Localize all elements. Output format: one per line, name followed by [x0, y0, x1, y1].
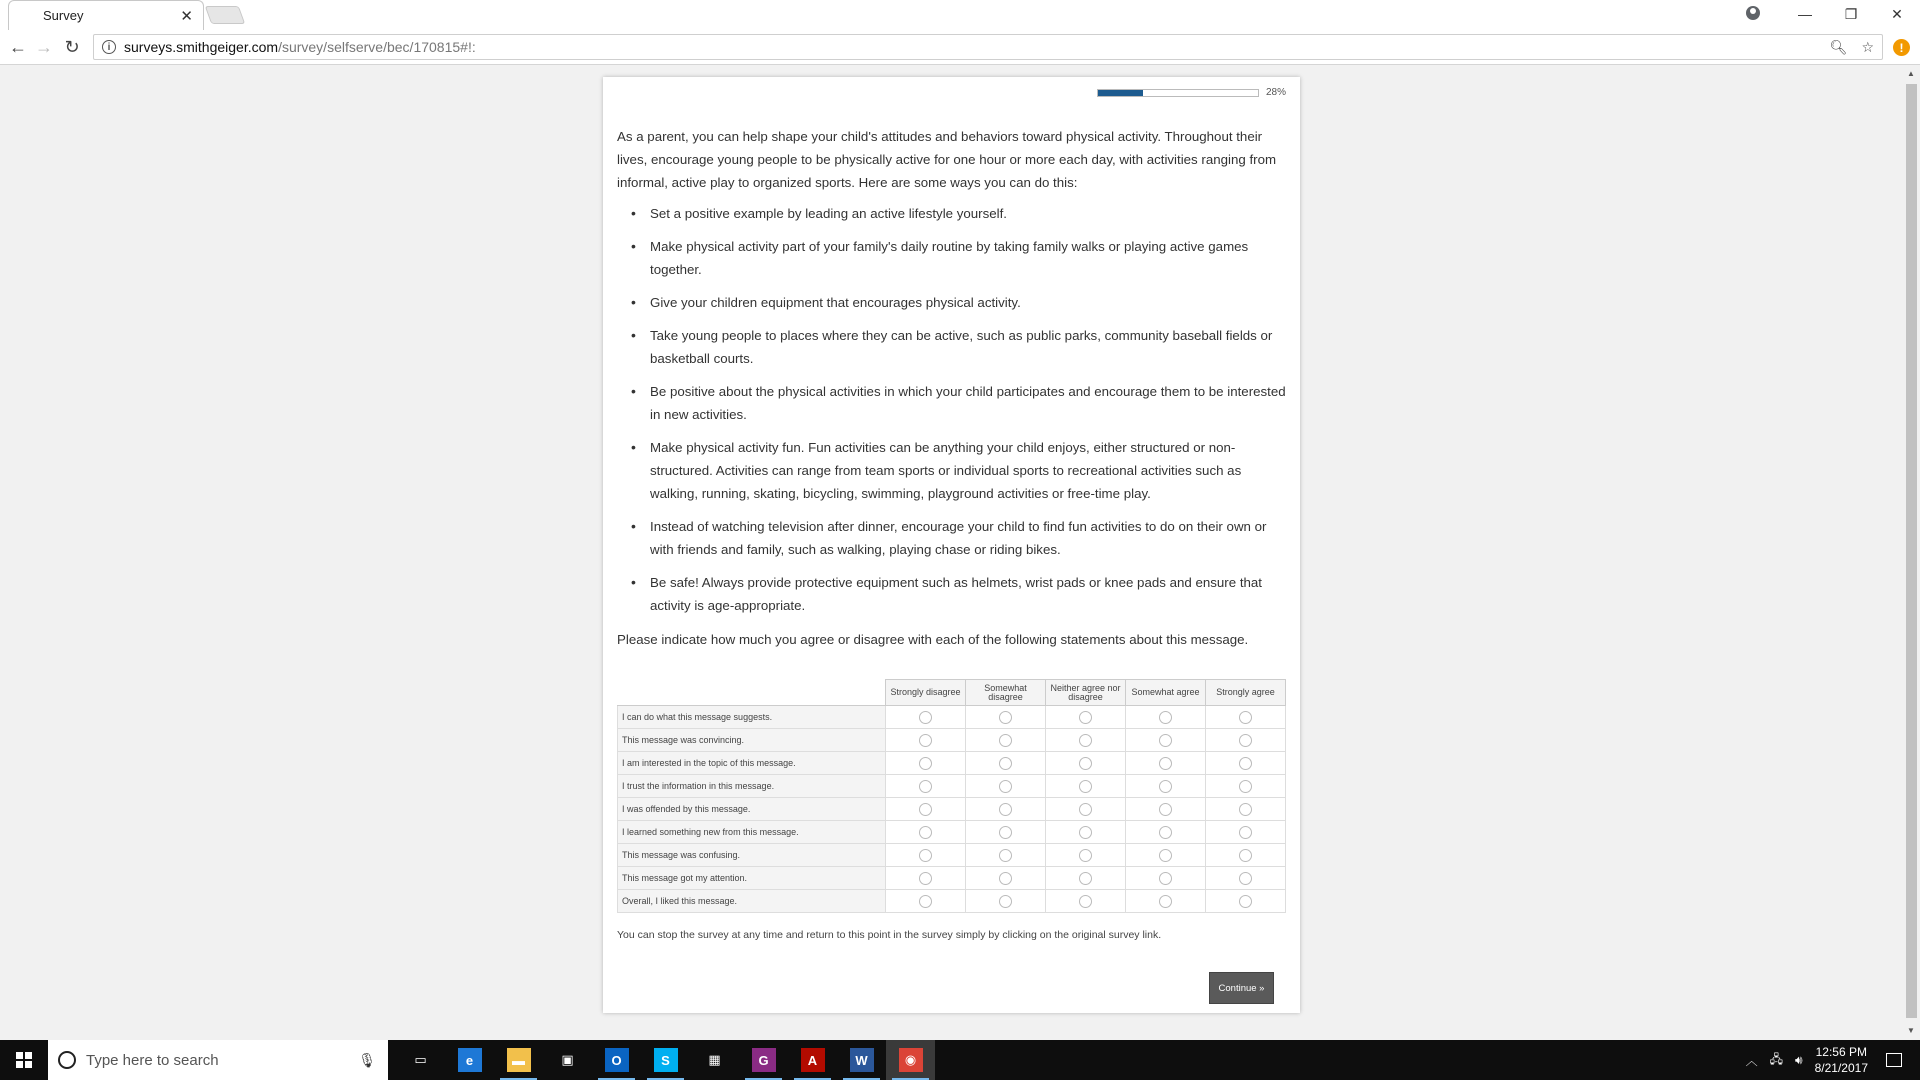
- likert-cell: [1126, 867, 1206, 890]
- likert-radio[interactable]: [1079, 803, 1092, 816]
- bookmark-star-icon[interactable]: ☆: [1861, 38, 1874, 55]
- likert-radio[interactable]: [1079, 734, 1092, 747]
- likert-radio[interactable]: [1239, 780, 1252, 793]
- cortana-icon: [58, 1051, 76, 1069]
- statement-row: [618, 729, 1286, 752]
- clock-time: 12:56 PM: [1815, 1045, 1867, 1059]
- statement-label: I am interested in the topic of this message.: [618, 752, 886, 775]
- likert-cell: [886, 844, 966, 867]
- likert-radio[interactable]: [1239, 895, 1252, 908]
- start-button[interactable]: [0, 1040, 48, 1080]
- likert-radio[interactable]: [1079, 780, 1092, 793]
- question-prompt: Please indicate how much you agree or disagree with each of the following statements about this message.: [617, 632, 1249, 647]
- taskbar-apps: [396, 1040, 935, 1080]
- system-tray: [1746, 1040, 1920, 1080]
- tray-overflow-icon[interactable]: ︿: [1745, 1053, 1758, 1068]
- statement-row: [618, 752, 1286, 775]
- likert-radio[interactable]: [999, 734, 1012, 747]
- likert-radio[interactable]: [1239, 849, 1252, 862]
- likert-cell: [1126, 706, 1206, 729]
- browser-tab[interactable]: [8, 0, 204, 30]
- microphone-icon[interactable]: 🎙︎: [358, 1051, 376, 1068]
- likert-radio[interactable]: [919, 826, 932, 839]
- likert-cell: [966, 729, 1046, 752]
- pdf-app-icon: G: [752, 1048, 776, 1072]
- likert-radio[interactable]: [1159, 895, 1172, 908]
- likert-cell: [1126, 729, 1206, 752]
- likert-radio[interactable]: [919, 780, 932, 793]
- likert-cell: [1206, 844, 1286, 867]
- likert-radio[interactable]: [1239, 734, 1252, 747]
- tip-item: • Make physical activity part of your family's daily routine by taking family walks or playing active games together.: [617, 235, 1287, 281]
- likert-cell: [886, 752, 966, 775]
- search-placeholder: Type here to search: [86, 1051, 219, 1069]
- likert-radio[interactable]: [1239, 757, 1252, 770]
- likert-radio[interactable]: [1079, 895, 1092, 908]
- close-window-icon[interactable]: ✕: [1891, 5, 1903, 22]
- likert-cell: [1046, 752, 1126, 775]
- likert-radio[interactable]: [1159, 780, 1172, 793]
- outlook-taskbar-button[interactable]: [592, 1040, 641, 1080]
- scale-header: Strongly disagree: [886, 680, 966, 706]
- task-view-icon: ▭: [409, 1048, 433, 1072]
- likert-cell: [1046, 706, 1126, 729]
- skype-icon: S: [654, 1048, 678, 1072]
- likert-radio[interactable]: [1159, 734, 1172, 747]
- progress-bar: [1097, 89, 1259, 97]
- info-icon[interactable]: i: [102, 40, 116, 54]
- likert-cell: [1046, 821, 1126, 844]
- likert-radio[interactable]: [999, 849, 1012, 862]
- likert-radio[interactable]: [919, 803, 932, 816]
- scale-header: Neither agree nor disagree: [1046, 680, 1126, 706]
- address-bar[interactable]: [93, 34, 1883, 60]
- taskbar-search-box[interactable]: [48, 1040, 388, 1080]
- tab-title: Survey: [43, 8, 84, 23]
- likert-radio[interactable]: [1079, 849, 1092, 862]
- file-explorer-taskbar-button[interactable]: [494, 1040, 543, 1080]
- likert-cell: [886, 706, 966, 729]
- new-tab-button[interactable]: [205, 6, 246, 24]
- likert-cell: [1046, 890, 1126, 913]
- scale-header: Somewhat agree: [1126, 680, 1206, 706]
- tip-item: • Make physical activity fun. Fun activities can be anything your child enjoys, either structured or non-structured. Activities can range from team sports or individual sports to recreational activities such as walking, running, skating, bicycling, swimming, playground activities or free-time play.: [617, 436, 1287, 505]
- tip-item: • Take young people to places where they can be active, such as public parks, community baseball fields or basketball courts.: [617, 324, 1287, 370]
- restore-icon[interactable]: ❐: [1844, 5, 1858, 22]
- tip-item: • Instead of watching television after dinner, encourage your child to find fun activities to do on their own or with friends and family, such as walking, playing chase or riding bikes.: [617, 515, 1287, 561]
- likert-cell: [1126, 775, 1206, 798]
- likert-cell: [1206, 821, 1286, 844]
- likert-radio[interactable]: [1239, 803, 1252, 816]
- store-taskbar-button[interactable]: [543, 1040, 592, 1080]
- statement-row: [618, 798, 1286, 821]
- likert-cell: [966, 844, 1046, 867]
- scale-header: Somewhat disagree: [966, 680, 1046, 706]
- zoom-icon[interactable]: 🔍︎: [1829, 38, 1848, 55]
- likert-cell: [1206, 752, 1286, 775]
- scroll-down-icon[interactable]: ▼: [1907, 1026, 1915, 1035]
- likert-cell: [966, 706, 1046, 729]
- likert-cell: [1206, 706, 1286, 729]
- likert-cell: [1206, 775, 1286, 798]
- statement-row: [618, 890, 1286, 913]
- likert-radio[interactable]: [919, 711, 932, 724]
- profile-icon[interactable]: [1746, 6, 1760, 20]
- likert-radio[interactable]: [1079, 711, 1092, 724]
- likert-cell: [966, 798, 1046, 821]
- likert-radio[interactable]: [1239, 826, 1252, 839]
- likert-cell: [1046, 798, 1126, 821]
- store-icon: ▣: [556, 1048, 580, 1072]
- statement-label: This message was confusing.: [618, 844, 886, 867]
- likert-cell: [886, 798, 966, 821]
- likert-cell: [886, 890, 966, 913]
- acrobat-icon: A: [801, 1048, 825, 1072]
- intro-paragraph: As a parent, you can help shape your child's attitudes and behaviors toward physical activity. Throughout their lives, encourage young people to be physically active for one hour or more each day, with activities ranging from informal, active play to organized sports. Here are some ways you can do this:: [617, 129, 1277, 190]
- statement-row: [618, 775, 1286, 798]
- chrome-icon: ◉: [899, 1048, 923, 1072]
- volume-icon[interactable]: 🔊︎: [1795, 1052, 1803, 1067]
- statement-row: [618, 706, 1286, 729]
- likert-radio[interactable]: [1079, 757, 1092, 770]
- likert-cell: [966, 775, 1046, 798]
- likert-cell: [886, 867, 966, 890]
- likert-cell: [1126, 844, 1206, 867]
- calculator-icon: ▦: [703, 1048, 727, 1072]
- word-taskbar-button[interactable]: [837, 1040, 886, 1080]
- scrollbar-thumb[interactable]: [1906, 84, 1917, 1018]
- likert-cell: [886, 729, 966, 752]
- likert-cell: [966, 890, 1046, 913]
- statement-label: This message got my attention.: [618, 867, 886, 890]
- statement-row: [618, 867, 1286, 890]
- statement-label: I learned something new from this message.: [618, 821, 886, 844]
- likert-cell: [1046, 867, 1126, 890]
- likert-radio[interactable]: [1159, 757, 1172, 770]
- likert-radio[interactable]: [999, 780, 1012, 793]
- likert-radio[interactable]: [1079, 826, 1092, 839]
- progress-indicator: [1097, 87, 1286, 98]
- likert-cell: [1126, 890, 1206, 913]
- likert-cell: [1126, 798, 1206, 821]
- likert-radio[interactable]: [1079, 872, 1092, 885]
- likert-radio[interactable]: [919, 895, 932, 908]
- likert-cell: [966, 752, 1046, 775]
- likert-cell: [966, 867, 1046, 890]
- statement-row: [618, 821, 1286, 844]
- likert-grid: [617, 679, 1286, 913]
- outlook-icon: O: [605, 1048, 629, 1072]
- scroll-up-icon[interactable]: ▲: [1907, 69, 1915, 78]
- tip-item: • Set a positive example by leading an active lifestyle yourself.: [617, 202, 1287, 225]
- file-explorer-icon: ▬: [507, 1048, 531, 1072]
- likert-cell: [1046, 844, 1126, 867]
- pdf-app-taskbar-button[interactable]: [739, 1040, 788, 1080]
- word-icon: W: [850, 1048, 874, 1072]
- taskbar-clock[interactable]: [1815, 1044, 1868, 1076]
- url-host: surveys.smithgeiger.com: [124, 39, 279, 55]
- likert-radio[interactable]: [1159, 803, 1172, 816]
- likert-radio[interactable]: [919, 872, 932, 885]
- likert-radio[interactable]: [999, 872, 1012, 885]
- likert-radio[interactable]: [1239, 711, 1252, 724]
- tip-item: • Give your children equipment that encourages physical activity.: [617, 291, 1287, 314]
- survey-card: [603, 77, 1300, 1013]
- likert-cell: [1206, 890, 1286, 913]
- window-controls: [1782, 0, 1920, 28]
- likert-radio[interactable]: [1159, 826, 1172, 839]
- minimize-icon[interactable]: —: [1798, 6, 1812, 22]
- progress-percent: 28%: [1265, 87, 1286, 98]
- forward-icon[interactable]: →: [35, 36, 53, 57]
- likert-cell: [1126, 752, 1206, 775]
- acrobat-taskbar-button[interactable]: [788, 1040, 837, 1080]
- page-scrollbar[interactable]: [1903, 66, 1920, 1038]
- statement-label: I was offended by this message.: [618, 798, 886, 821]
- statement-label: Overall, I liked this message.: [618, 890, 886, 913]
- progress-bar-fill: [1098, 90, 1143, 96]
- stop-survey-note: You can stop the survey at any time and return to this point in the survey simply by clicking on the original survey link.: [617, 929, 1162, 941]
- likert-cell: [1126, 821, 1206, 844]
- likert-radio[interactable]: [999, 895, 1012, 908]
- likert-cell: [1046, 729, 1126, 752]
- edge-icon: e: [458, 1048, 482, 1072]
- action-center-icon[interactable]: [1886, 1053, 1902, 1067]
- likert-radio[interactable]: [999, 757, 1012, 770]
- likert-radio[interactable]: [919, 849, 932, 862]
- scale-header: Strongly agree: [1206, 680, 1286, 706]
- likert-radio[interactable]: [1159, 849, 1172, 862]
- likert-radio[interactable]: [999, 826, 1012, 839]
- likert-radio[interactable]: [1239, 872, 1252, 885]
- likert-cell: [886, 775, 966, 798]
- tip-item: • Be safe! Always provide protective equipment such as helmets, wrist pads or knee pads and ensure that activity is age-appropriate.: [617, 571, 1287, 617]
- likert-cell: [886, 821, 966, 844]
- likert-cell: [966, 821, 1046, 844]
- url-path: /survey/selfserve/bec/170815#!:: [278, 39, 476, 55]
- statement-label: This message was convincing.: [618, 729, 886, 752]
- reload-icon[interactable]: ↻: [64, 36, 80, 57]
- likert-cell: [1206, 798, 1286, 821]
- tips-list: [617, 202, 1287, 627]
- grid-corner: [618, 680, 886, 706]
- likert-radio[interactable]: [919, 734, 932, 747]
- close-tab-icon[interactable]: ✕: [180, 7, 193, 25]
- clock-date: 8/21/2017: [1814, 1061, 1868, 1075]
- calculator-taskbar-button[interactable]: [690, 1040, 739, 1080]
- task-view-taskbar-button[interactable]: [396, 1040, 445, 1080]
- back-icon[interactable]: ←: [9, 36, 27, 57]
- windows-logo-icon: [16, 1052, 32, 1068]
- continue-button[interactable]: Continue »: [1209, 972, 1274, 1004]
- browser-tab-bar: [0, 0, 1920, 30]
- edge-taskbar-button[interactable]: [445, 1040, 494, 1080]
- likert-radio[interactable]: [1159, 711, 1172, 724]
- likert-radio[interactable]: [1159, 872, 1172, 885]
- chrome-taskbar-button[interactable]: [886, 1040, 935, 1080]
- tip-item: • Be positive about the physical activities in which your child participates and encourage them to be interested in new activities.: [617, 380, 1287, 426]
- browser-toolbar: [0, 30, 1920, 65]
- network-icon[interactable]: 🖧︎: [1769, 1051, 1784, 1066]
- statement-label: I trust the information in this message.: [618, 775, 886, 798]
- likert-radio[interactable]: [999, 711, 1012, 724]
- likert-cell: [1206, 867, 1286, 890]
- likert-radio[interactable]: [999, 803, 1012, 816]
- likert-cell: [1206, 729, 1286, 752]
- likert-radio[interactable]: [919, 757, 932, 770]
- page-viewport: [0, 66, 1920, 1038]
- statement-label: I can do what this message suggests.: [618, 706, 886, 729]
- statement-row: [618, 844, 1286, 867]
- skype-taskbar-button[interactable]: [641, 1040, 690, 1080]
- windows-taskbar: [0, 1040, 1920, 1080]
- likert-cell: [1046, 775, 1126, 798]
- chrome-menu-update-icon[interactable]: !: [1893, 39, 1910, 56]
